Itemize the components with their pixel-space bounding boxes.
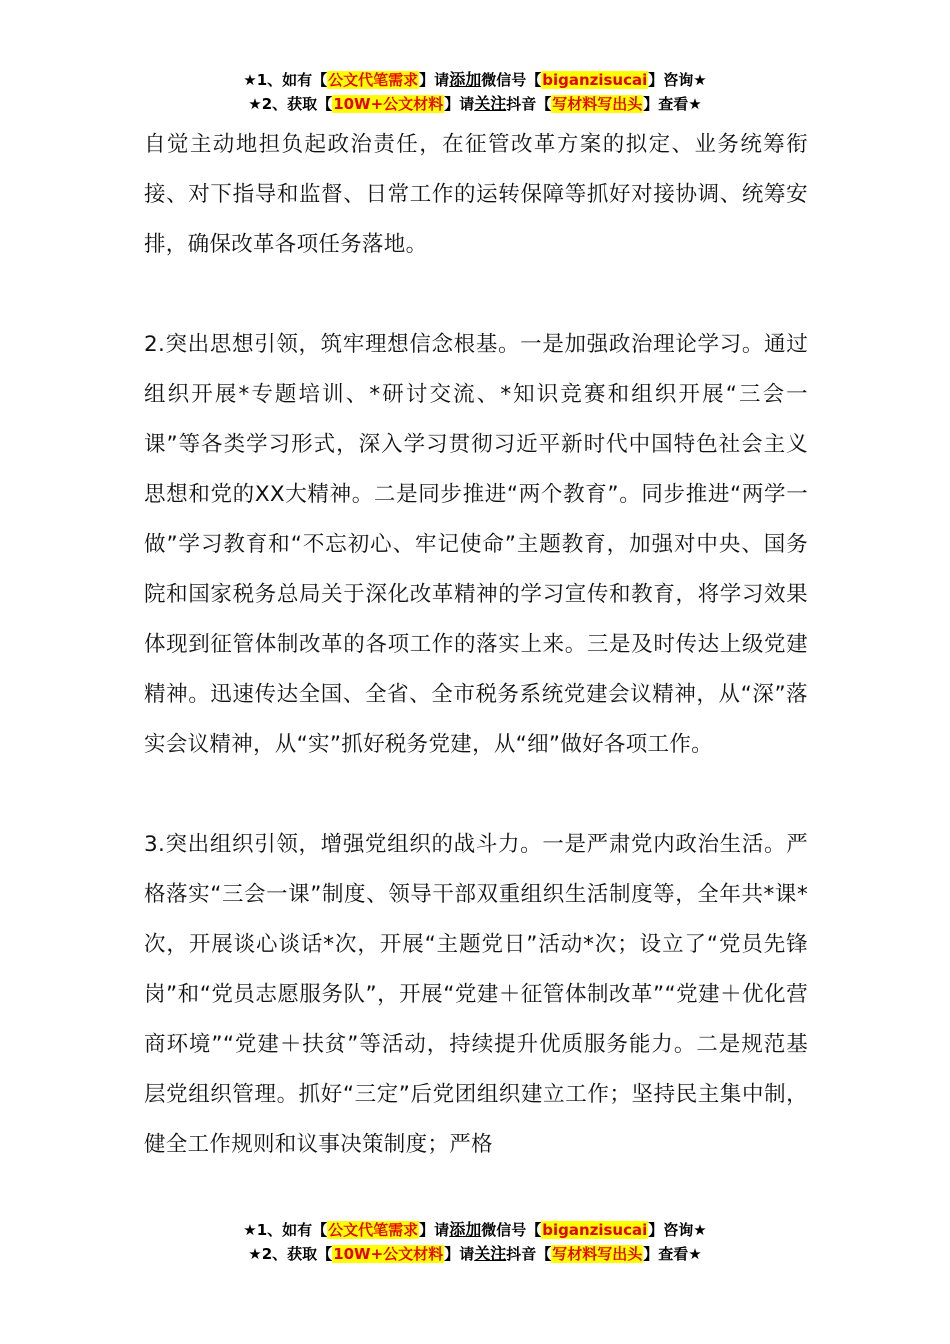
promo-text: 】请 — [419, 1221, 450, 1239]
promo-text: ★2、获取【 — [248, 1245, 333, 1263]
promo-line-2 — [0, 92, 950, 116]
promo-highlight-materials: 10W+公文材料 — [333, 95, 444, 113]
promo-text: ★1、如有【 — [243, 1221, 328, 1239]
promo-text: ★1、如有【 — [243, 71, 328, 89]
promo-emphasis: 关注 — [474, 1244, 507, 1263]
paragraph-ideological-guidance: 2.突出思想引领，筑牢理想信念根基。一是加强政治理论学习。通过组织开展*专题培训、*研讨交流、*知识竞赛和组织开展“三会一课”等各类学习形式，深入学习贯彻习近平新时代中国特色社会主义思想和党的XX大精神。二是同步推进“两个教育”。同步推进“两学一做”学习教育和“不忘初心、牢记使命”主题教育，加强对中央、国务院和国家税务总局关于深化改革精神的学习宣传和教育，将学习效果体现到征管体制改革的各项工作的落实上来。三是及时传达上级党建精神。迅速传达全国、全省、全市税务系统党建会议精神，从“深”落实会议精神，从“实”抓好税务党建，从“细”做好各项工作。 — [144, 332, 808, 757]
header-promo-banner — [0, 68, 950, 116]
promo-text: 微信号【 — [481, 71, 542, 89]
promo-emphasis: 添加 — [449, 1220, 482, 1239]
promo-highlight-wechat-id: biganzisucai — [542, 1221, 648, 1239]
promo-text: 】咨询★ — [648, 1221, 707, 1239]
promo-text: 】请 — [419, 71, 450, 89]
promo-highlight-douyin-account: 写材料写出头 — [552, 95, 643, 113]
promo-emphasis: 添加 — [449, 70, 482, 89]
promo-text: 】咨询★ — [648, 71, 707, 89]
paragraph-continuation: 自觉主动地担负起政治责任，在征管改革方案的拟定、业务统筹衔接、对下指导和监督、日常工作的运转保障等抓好对接协调、统筹安排，确保改革各项任务落地。 — [144, 132, 808, 257]
promo-text: ★2、获取【 — [248, 95, 333, 113]
promo-highlight-service: 公文代笔需求 — [328, 1221, 419, 1239]
promo-text: 】查看★ — [643, 1245, 702, 1263]
promo-highlight-materials: 10W+公文材料 — [333, 1245, 444, 1263]
promo-emphasis: 关注 — [474, 94, 507, 113]
paragraph-organizational-guidance: 3.突出组织引领，增强党组织的战斗力。一是严肃党内政治生活。严格落实“三会一课”制度、领导干部双重组织生活制度等，全年共*课*次，开展谈心谈话*次，开展“主题党日”活动*次；设立了“党员先锋岗”和“党员志愿服务队”，开展“党建＋征管体制改革”“党建＋优化营商环境”“党建＋扶贫”等活动，持续提升优质服务能力。二是规范基层党组织管理。抓好“三定”后党团组织建立工作；坚持民主集中制，健全工作规则和议事决策制度；严格 — [144, 832, 808, 1157]
promo-text: 】查看★ — [643, 95, 702, 113]
promo-text: 微信号【 — [481, 1221, 542, 1239]
promo-text: 】请 — [444, 1245, 475, 1263]
promo-text: 】请 — [444, 95, 475, 113]
promo-line-2 — [0, 1242, 950, 1266]
promo-line-1 — [0, 68, 950, 92]
promo-highlight-douyin-account: 写材料写出头 — [552, 1245, 643, 1263]
promo-line-1 — [0, 1218, 950, 1242]
promo-highlight-wechat-id: biganzisucai — [542, 71, 648, 89]
promo-text: 抖音【 — [506, 1245, 552, 1263]
document-body — [144, 120, 808, 1170]
footer-promo-banner — [0, 1218, 950, 1266]
promo-text: 抖音【 — [506, 95, 552, 113]
promo-highlight-service: 公文代笔需求 — [328, 71, 419, 89]
